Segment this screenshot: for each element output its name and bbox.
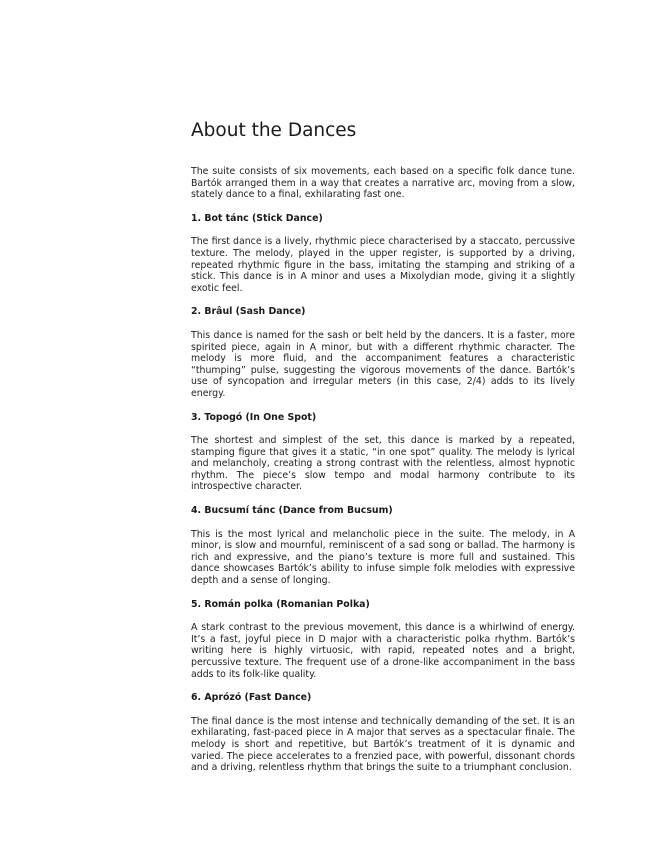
dance-heading: 3. Topogó (In One Spot) [191, 411, 317, 423]
dance-heading: 5. Román polka (Romanian Polka) [191, 598, 370, 610]
dance-description: The shortest and simplest of the set, this dance is marked by a repeated, stamping figure that gives it a static, “in one spot” quality. The melody is lyrical and melancholy, creating a strong contrast with the relentless, almost hypnotic rhythm. The piece’s slow tempo and modal harmony contribute to its introspective character. [191, 435, 575, 493]
dance-heading: 4. Bucsumí tánc (Dance from Bucsum) [191, 505, 393, 517]
dance-section-3 [191, 412, 575, 494]
dance-section-5 [191, 599, 575, 681]
dance-section-4 [191, 505, 575, 587]
dance-description: This is the most lyrical and melancholic piece in the suite. The melody, in A minor, is slow and mournful, reminiscent of a sad song or ballad. The harmony is rich and expressive, and the piano’s texture is more full and sustained. This dance showcases Bartók’s ability to infuse simple folk melodies with expressive depth and a sense of longing. [191, 528, 575, 587]
dance-section-1 [191, 213, 575, 295]
dance-description: The final dance is the most intense and technically demanding of the set. It is an exhilarating, fast-paced piece in A major that serves as a spectacular finale. The melody is short and repetitive, but Bartók’s treatment of it is dynamic and varied. The piece accelerates to a frenzied pace, with powerful, dissonant chords and a driving, relentless rhythm that brings the suite to a triumphant conclusion. [191, 715, 575, 774]
document-page [191, 120, 575, 774]
dance-heading: 2. Brâul (Sash Dance) [191, 306, 306, 318]
dance-description: A stark contrast to the previous movement, this dance is a whirlwind of energy. It’s a fast, joyful piece in D major with a characteristic polka rhythm. Bartók’s writing here is highly virtuosic, with rapid, repeated notes and a bright, percussive texture. The frequent use of a drone-like accompaniment in the bass adds to its folk-like quality. [191, 622, 575, 680]
dance-description: The first dance is a lively, rhythmic piece characterised by a staccato, percussive texture. The melody, played in the upper register, is supported by a driving, repeated rhythmic figure in the bass, imitating the stamping and striking of a stick. This dance is in A minor and uses a Mixolydian mode, giving it a slightly exotic feel. [191, 236, 575, 294]
dance-section-2 [191, 306, 575, 399]
dance-section-6 [191, 692, 575, 774]
dance-heading: 6. Aprózó (Fast Dance) [191, 692, 312, 704]
page-title: About the Dances [191, 120, 357, 141]
dance-description: This dance is named for the sash or belt held by the dancers. It is a faster, more spirited piece, again in A minor, but with a different rhythmic character. The melody is more fluid, and the accompaniment features a characteristic “thumping” pulse, suggesting the vigorous movements of the dance. Bartók’s use of syncopation and irregular meters (in this case, 2/4) adds to its lively energy. [191, 329, 575, 399]
dance-heading: 1. Bot tánc (Stick Dance) [191, 212, 323, 224]
intro-paragraph: The suite consists of six movements, each based on a specific folk dance tune. Bartók arranged them in a way that creates a narrative arc, moving from a slow, stately dance to a final, exhilarating fast one. [191, 166, 575, 201]
